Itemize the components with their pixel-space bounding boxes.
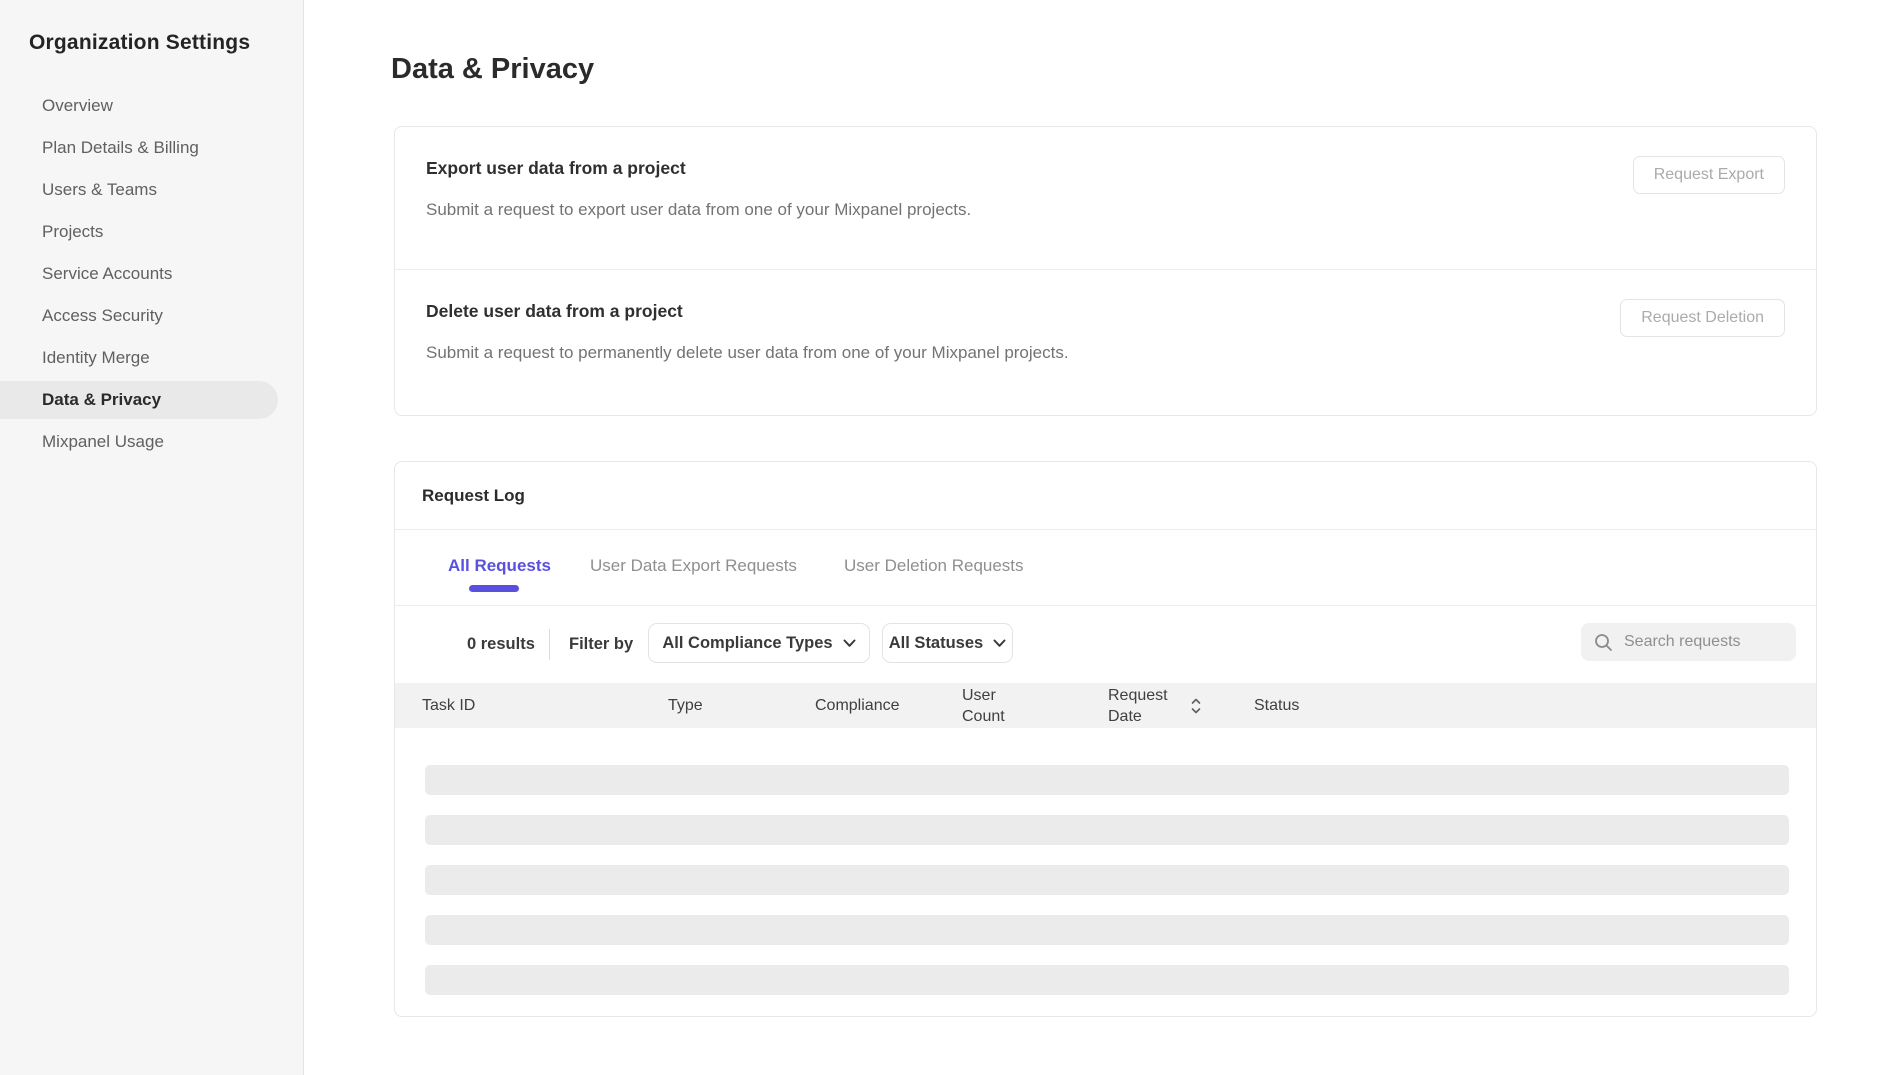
placeholder-row bbox=[425, 865, 1789, 895]
page-title: Data & Privacy bbox=[391, 53, 595, 85]
sidebar-item-data-privacy[interactable]: Data & Privacy bbox=[0, 381, 278, 419]
sidebar-item-overview[interactable]: Overview bbox=[42, 96, 113, 115]
statuses-dropdown[interactable] bbox=[882, 623, 1013, 663]
sidebar-item-identity-merge[interactable]: Identity Merge bbox=[42, 348, 150, 367]
sidebar-item-mixpanel-usage[interactable]: Mixpanel Usage bbox=[42, 432, 164, 451]
chevron-down-icon bbox=[843, 639, 856, 648]
search-requests-input[interactable] bbox=[1624, 633, 1784, 651]
request-log-tabs bbox=[395, 530, 1816, 606]
column-header-compliance: Compliance bbox=[815, 697, 900, 714]
request-log-title: Request Log bbox=[395, 462, 1816, 530]
data-actions-card bbox=[394, 126, 1817, 416]
search-requests-box[interactable] bbox=[1581, 623, 1796, 661]
column-header-status: Status bbox=[1254, 697, 1300, 714]
sidebar-item-access-security[interactable]: Access Security bbox=[42, 306, 163, 325]
results-count: 0 results bbox=[467, 635, 535, 653]
request-log-card bbox=[394, 461, 1817, 1017]
export-user-data-section bbox=[395, 127, 1816, 270]
placeholder-row bbox=[425, 915, 1789, 945]
request-table-header bbox=[395, 683, 1816, 728]
search-icon bbox=[1594, 633, 1613, 652]
delete-section-title: Delete user data from a project bbox=[426, 301, 683, 321]
sort-updown-icon[interactable] bbox=[1191, 683, 1201, 728]
tab-all-requests[interactable]: All Requests bbox=[448, 556, 551, 575]
column-header-type: Type bbox=[668, 697, 703, 714]
sidebar-item-plan-details-billing[interactable]: Plan Details & Billing bbox=[42, 138, 199, 157]
column-header-user-count: User Count bbox=[962, 686, 1005, 725]
filter-bar bbox=[395, 606, 1816, 683]
chevron-down-icon bbox=[993, 639, 1006, 648]
filter-by-label: Filter by bbox=[569, 635, 634, 653]
sidebar-nav bbox=[0, 85, 278, 463]
delete-section-description: Submit a request to permanently delete user data from one of your Mixpanel projects. bbox=[426, 343, 1069, 362]
request-export-button[interactable]: Request Export bbox=[1633, 156, 1785, 194]
compliance-types-dropdown-value: All Compliance Types bbox=[662, 633, 833, 652]
filter-divider bbox=[549, 629, 550, 660]
sidebar-title: Organization Settings bbox=[29, 31, 251, 54]
placeholder-row bbox=[425, 965, 1789, 995]
statuses-dropdown-value: All Statuses bbox=[888, 633, 984, 652]
sidebar bbox=[0, 0, 304, 1075]
export-section-title: Export user data from a project bbox=[426, 158, 686, 178]
export-section-description: Submit a request to export user data from one of your Mixpanel projects. bbox=[426, 200, 972, 219]
sidebar-item-projects[interactable]: Projects bbox=[42, 222, 104, 241]
delete-user-data-section bbox=[395, 270, 1816, 413]
tab-user-data-export-requests[interactable]: User Data Export Requests bbox=[590, 556, 797, 575]
column-header-task-id: Task ID bbox=[422, 697, 476, 714]
tab-user-deletion-requests[interactable]: User Deletion Requests bbox=[844, 556, 1024, 575]
request-deletion-button[interactable]: Request Deletion bbox=[1620, 299, 1785, 337]
sidebar-item-service-accounts[interactable]: Service Accounts bbox=[42, 264, 173, 283]
placeholder-row bbox=[425, 815, 1789, 845]
placeholder-row bbox=[425, 765, 1789, 795]
main-content bbox=[304, 0, 1886, 1075]
active-tab-underline bbox=[469, 585, 519, 592]
compliance-types-dropdown[interactable] bbox=[648, 623, 870, 663]
column-header-request-date[interactable]: Request Date bbox=[1108, 686, 1168, 725]
sidebar-item-users-teams[interactable]: Users & Teams bbox=[42, 180, 157, 199]
